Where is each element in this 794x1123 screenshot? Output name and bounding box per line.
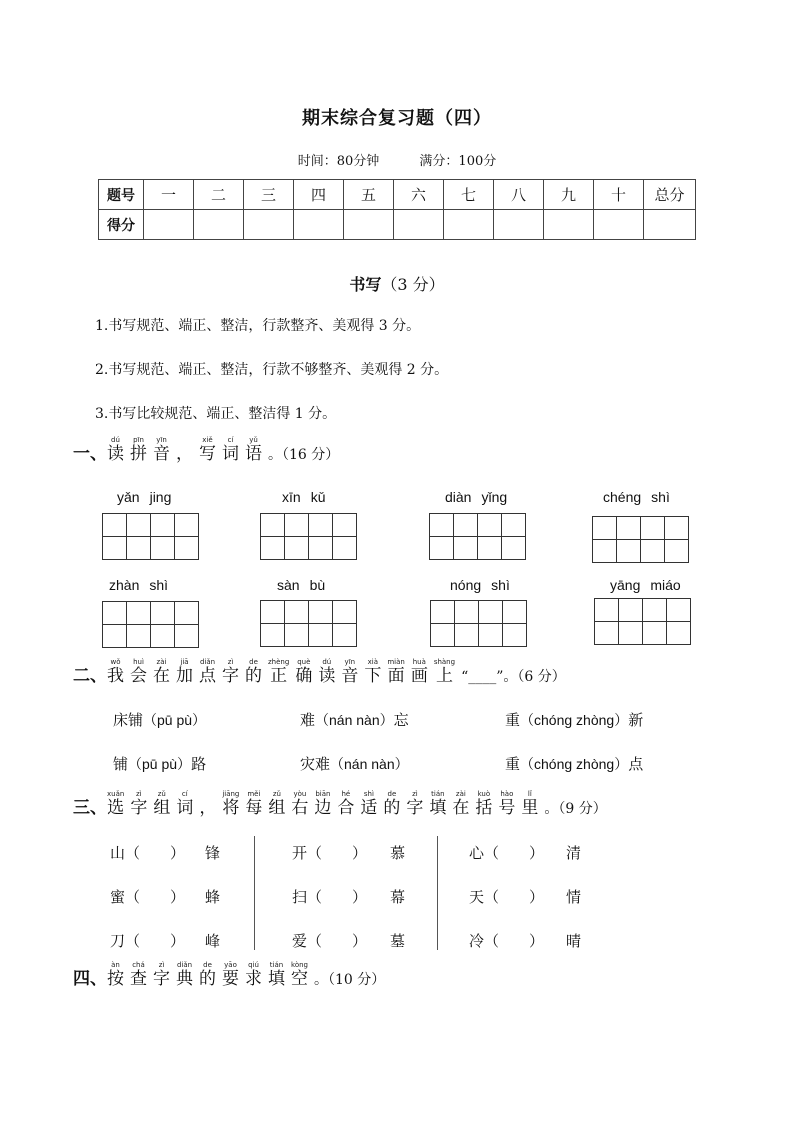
group-option[interactable]: 天（ ） bbox=[469, 888, 545, 906]
hanzi-with-pinyin: 正zhèng bbox=[268, 658, 290, 686]
pinyin-label bbox=[598, 489, 675, 505]
score-cell[interactable] bbox=[544, 210, 594, 240]
row-label: 得分 bbox=[99, 210, 144, 240]
pinyin-choice[interactable]: （nán nàn） bbox=[315, 712, 394, 728]
pinyin-syllable: bù bbox=[309, 577, 326, 593]
pinyin-label bbox=[277, 489, 330, 505]
pinyin-choice[interactable]: （nán nàn） bbox=[330, 756, 409, 772]
time-limit: 时间：80分钟 bbox=[297, 154, 380, 169]
hanzi-with-pinyin: 词cí bbox=[176, 790, 194, 818]
question-text bbox=[107, 961, 314, 989]
pinyin-syllable: zhàn bbox=[109, 577, 140, 593]
question-1-heading bbox=[73, 436, 339, 464]
pronunciation-item bbox=[113, 709, 206, 730]
group-char: 蜂 bbox=[205, 888, 221, 906]
hanzi-with-pinyin: 组zǔ bbox=[153, 790, 171, 818]
column-header: 总分 bbox=[644, 180, 696, 210]
question-number: 一、 bbox=[73, 444, 107, 464]
pinyin-syllable: jing bbox=[149, 489, 172, 505]
hanzi-with-pinyin: 我wǒ bbox=[107, 658, 124, 686]
pinyin-syllable: sàn bbox=[277, 577, 300, 593]
group-char: 锋 bbox=[205, 844, 221, 862]
hanzi-with-pinyin: 词cí bbox=[222, 436, 239, 464]
pinyin-syllable: nóng bbox=[450, 577, 482, 593]
score-cell[interactable] bbox=[144, 210, 194, 240]
pinyin-choice[interactable]: （chóng zhòng） bbox=[520, 712, 629, 728]
pinyin-syllable: xīn bbox=[282, 489, 301, 505]
group-char: 慕 bbox=[390, 844, 406, 862]
pinyin-syllable: shì bbox=[149, 577, 169, 593]
pinyin-syllable: kǔ bbox=[310, 489, 326, 505]
group-option[interactable]: 开（ ） bbox=[292, 844, 368, 862]
column-header: 九 bbox=[544, 180, 594, 210]
hanzi-with-pinyin: 字zì bbox=[222, 658, 239, 686]
hanzi-with-pinyin: 查chá bbox=[130, 961, 147, 989]
pinyin-label bbox=[272, 577, 330, 593]
word-text: 重 bbox=[505, 755, 521, 773]
score-cell[interactable] bbox=[444, 210, 494, 240]
pinyin-syllable: shì bbox=[651, 489, 670, 505]
hanzi-with-pinyin: 确què bbox=[295, 658, 313, 686]
hanzi-with-pinyin: 字zì bbox=[153, 961, 170, 989]
score-cell[interactable] bbox=[344, 210, 394, 240]
hanzi-with-pinyin: 语yǔ bbox=[245, 436, 262, 464]
pinyin-syllable: chéng bbox=[603, 489, 642, 505]
score-cell[interactable] bbox=[394, 210, 444, 240]
header-label: 题号 bbox=[99, 180, 144, 210]
hanzi-with-pinyin: 适shì bbox=[360, 790, 378, 818]
question-3-heading bbox=[73, 790, 607, 818]
pinyin-label bbox=[112, 489, 176, 505]
question-text bbox=[107, 658, 461, 686]
writing-grid[interactable] bbox=[102, 601, 199, 648]
hanzi-with-pinyin: 空kòng bbox=[291, 961, 308, 989]
word-text: 床铺 bbox=[113, 711, 144, 729]
writing-grid[interactable] bbox=[592, 516, 689, 563]
writing-grid[interactable] bbox=[594, 598, 691, 645]
question-number: 四、 bbox=[73, 969, 107, 989]
score-header-row bbox=[99, 180, 696, 210]
writing-grid[interactable] bbox=[260, 513, 357, 560]
question-number: 二、 bbox=[73, 666, 107, 686]
hanzi-with-pinyin: 每měi bbox=[245, 790, 263, 818]
pronunciation-item bbox=[505, 709, 643, 730]
hanzi-with-pinyin: 括kuò bbox=[475, 790, 493, 818]
writing-title: 书写 bbox=[349, 275, 382, 294]
hanzi-with-pinyin: 字zì bbox=[130, 790, 148, 818]
question-2-heading bbox=[73, 658, 566, 686]
pinyin-choice[interactable]: （pū pù） bbox=[128, 756, 192, 772]
writing-rule: 1.书写规范、端正、整洁，行款整齐、美观得 3 分。 bbox=[95, 318, 421, 334]
score-table bbox=[98, 179, 696, 240]
writing-grid[interactable] bbox=[260, 600, 357, 647]
hanzi-with-pinyin: 填tián bbox=[429, 790, 447, 818]
group-char: 清 bbox=[566, 844, 582, 862]
pinyin-syllable: diàn bbox=[445, 489, 472, 505]
score-cell[interactable] bbox=[494, 210, 544, 240]
hanzi-with-pinyin: 里lǐ bbox=[521, 790, 539, 818]
writing-rule: 2.书写规范、端正、整洁，行款不够整齐、美观得 2 分。 bbox=[95, 362, 449, 378]
word-text: 难 bbox=[300, 711, 316, 729]
hanzi-with-pinyin: 读dú bbox=[107, 436, 124, 464]
hanzi-with-pinyin: 加jiā bbox=[176, 658, 193, 686]
hanzi-with-pinyin: 要yāo bbox=[222, 961, 239, 989]
question-points: “____”。（6 分） bbox=[461, 669, 566, 685]
pinyin-syllable: yāng bbox=[610, 577, 641, 593]
score-row bbox=[99, 210, 696, 240]
hanzi-with-pinyin: 写xiě bbox=[199, 436, 216, 464]
pinyin-label bbox=[445, 577, 515, 593]
pronunciation-item bbox=[505, 753, 643, 774]
group-option[interactable]: 蜜（ ） bbox=[110, 888, 186, 906]
hanzi-with-pinyin: 的de bbox=[199, 961, 216, 989]
hanzi-with-pinyin: 号hào bbox=[498, 790, 516, 818]
hanzi-with-pinyin: 点diǎn bbox=[199, 658, 216, 686]
score-cell[interactable] bbox=[644, 210, 696, 240]
pinyin-choice[interactable]: （chóng zhòng） bbox=[520, 756, 629, 772]
pinyin-syllable: yǎn bbox=[117, 489, 140, 505]
word-text: 铺 bbox=[113, 755, 129, 773]
group-char: 晴 bbox=[566, 932, 582, 950]
pronunciation-item bbox=[300, 709, 409, 730]
pinyin-syllable: shì bbox=[491, 577, 510, 593]
hanzi-with-pinyin: 右yòu bbox=[291, 790, 309, 818]
writing-grid[interactable] bbox=[430, 600, 527, 647]
column-header: 八 bbox=[494, 180, 544, 210]
group-char: 峰 bbox=[205, 932, 221, 950]
hanzi-with-pinyin: 在zài bbox=[153, 658, 170, 686]
hanzi-with-pinyin: 面miàn bbox=[387, 658, 405, 686]
writing-grid[interactable] bbox=[102, 513, 199, 560]
word-text: 路 bbox=[191, 755, 207, 773]
group-option[interactable]: 山（ ） bbox=[110, 844, 186, 862]
score-cell[interactable] bbox=[194, 210, 244, 240]
writing-rule: 3.书写比较规范、端正、整洁得 1 分。 bbox=[95, 406, 337, 422]
hanzi-with-pinyin: 按àn bbox=[107, 961, 124, 989]
hanzi-with-pinyin: 下xià bbox=[364, 658, 382, 686]
question-text bbox=[107, 790, 544, 818]
group-char: 墓 bbox=[390, 932, 406, 950]
group-option[interactable]: 刀（ ） bbox=[110, 932, 186, 950]
hanzi-with-pinyin: 上shàng bbox=[433, 658, 456, 686]
group-char: 情 bbox=[566, 888, 582, 906]
word-text: 点 bbox=[628, 755, 644, 773]
hanzi-with-pinyin: 会huì bbox=[130, 658, 147, 686]
hanzi-with-pinyin: ， bbox=[176, 444, 193, 464]
question-4-heading bbox=[73, 961, 385, 989]
question-points: 。（16 分） bbox=[268, 447, 340, 463]
writing-points: （3 分） bbox=[381, 275, 445, 294]
writing-grid[interactable] bbox=[429, 513, 526, 560]
hanzi-with-pinyin: 的de bbox=[383, 790, 401, 818]
pronunciation-item bbox=[113, 753, 206, 774]
writing-heading bbox=[0, 272, 794, 295]
group-option[interactable]: 冷（ ） bbox=[469, 932, 545, 950]
score-cell[interactable] bbox=[594, 210, 644, 240]
question-number: 三、 bbox=[73, 798, 107, 818]
pinyin-syllable: miáo bbox=[650, 577, 681, 593]
score-cell[interactable] bbox=[294, 210, 344, 240]
hanzi-with-pinyin: 选xuǎn bbox=[107, 790, 125, 818]
hanzi-with-pinyin: 的de bbox=[245, 658, 262, 686]
column-header: 四 bbox=[294, 180, 344, 210]
hanzi-with-pinyin: 典diǎn bbox=[176, 961, 193, 989]
word-text: 灾难 bbox=[300, 755, 331, 773]
pronunciation-item bbox=[300, 753, 409, 774]
hanzi-with-pinyin: 组zǔ bbox=[268, 790, 286, 818]
hanzi-with-pinyin: 读dú bbox=[318, 658, 336, 686]
hanzi-with-pinyin: 拼pīn bbox=[130, 436, 147, 464]
group-char: 幕 bbox=[390, 888, 406, 906]
pinyin-choice[interactable]: （pū pù） bbox=[143, 712, 207, 728]
hanzi-with-pinyin: 合hé bbox=[337, 790, 355, 818]
column-header: 六 bbox=[394, 180, 444, 210]
group-option[interactable]: 扫（ ） bbox=[292, 888, 368, 906]
page-title: 期末综合复习题（四） bbox=[302, 108, 492, 129]
pinyin-label bbox=[440, 489, 512, 505]
full-score: 满分：100分 bbox=[419, 154, 497, 169]
hanzi-with-pinyin: 求qiú bbox=[245, 961, 262, 989]
column-header: 三 bbox=[244, 180, 294, 210]
pinyin-label bbox=[605, 577, 686, 593]
hanzi-with-pinyin: 将jiāng bbox=[222, 790, 240, 818]
hanzi-with-pinyin: 音yīn bbox=[153, 436, 170, 464]
group-divider bbox=[254, 836, 255, 950]
word-text: 新 bbox=[628, 711, 644, 729]
column-header: 一 bbox=[144, 180, 194, 210]
hanzi-with-pinyin: 音yīn bbox=[341, 658, 359, 686]
column-header: 十 bbox=[594, 180, 644, 210]
question-points: 。（9 分） bbox=[544, 801, 607, 817]
group-option[interactable]: 心（ ） bbox=[469, 844, 545, 862]
hanzi-with-pinyin: 画huà bbox=[410, 658, 428, 686]
word-text: 重 bbox=[505, 711, 521, 729]
exam-meta bbox=[0, 150, 794, 169]
question-points: 。（10 分） bbox=[314, 972, 386, 988]
question-text bbox=[107, 436, 268, 464]
group-option[interactable]: 爱（ ） bbox=[292, 932, 368, 950]
hanzi-with-pinyin: ， bbox=[199, 798, 217, 818]
column-header: 五 bbox=[344, 180, 394, 210]
hanzi-with-pinyin: 填tián bbox=[268, 961, 285, 989]
column-header: 七 bbox=[444, 180, 494, 210]
score-cell[interactable] bbox=[244, 210, 294, 240]
pinyin-syllable: yǐng bbox=[481, 489, 508, 505]
hanzi-with-pinyin: 边biān bbox=[314, 790, 332, 818]
hanzi-with-pinyin: 字zì bbox=[406, 790, 424, 818]
column-header: 二 bbox=[194, 180, 244, 210]
group-divider bbox=[437, 836, 438, 950]
hanzi-with-pinyin: 在zài bbox=[452, 790, 470, 818]
pinyin-label bbox=[104, 577, 173, 593]
word-text: 忘 bbox=[393, 711, 409, 729]
